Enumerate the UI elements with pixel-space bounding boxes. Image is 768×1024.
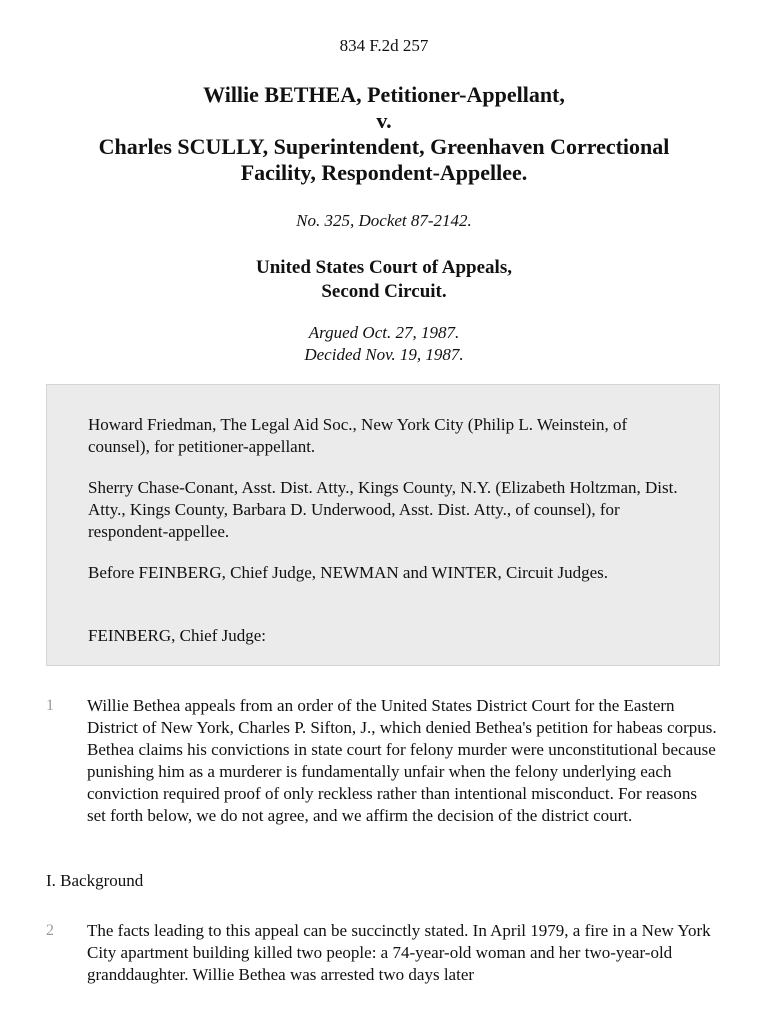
counsel-appellant: Howard Friedman, The Legal Aid Soc., New York City (Philip L. Weinstein, of counsel), for petitioner-appellant. <box>88 415 628 456</box>
paragraph-number: 2 <box>46 922 54 939</box>
citation: 834 F.2d 257 <box>339 36 429 55</box>
counsel-appellee: Sherry Chase-Conant, Asst. Dist. Atty., Kings County, N.Y. (Elizabeth Holtzman, Dist. Atty., Kings County, Barbara D. Underwood, Asst. Dist. Atty., of counsel), for respondent-appellee. <box>88 478 678 541</box>
case-dates <box>0 322 768 366</box>
argued-date: Argued Oct. 27, 1987. <box>308 323 460 342</box>
paragraph-text: Willie Bethea appeals from an order of the United States District Court for the Eastern District of New York, Charles P. Sifton, J., which denied Bethea's petition for habeas corpus. Bethea claims his convictions in state court for felony murder were unconstitutional because punishing him as a murderer is fundamentally unfair when the felony underlying each conviction required proof of only reckless rather than intentional misconduct. For reasons set forth below, we do not agree, and we affirm the decision of the district court. <box>87 696 717 825</box>
paragraph-text: The facts leading to this appeal can be succinctly stated. In April 1979, a fire in a New York City apartment building killed two people: a 74-year-old woman and her two-year-old granddaughter. Willie Bethea was arrested two days later <box>87 921 711 984</box>
panel-judges: Before FEINBERG, Chief Judge, NEWMAN and WINTER, Circuit Judges. <box>88 563 608 582</box>
appellant-name: Willie BETHEA, Petitioner-Appellant, <box>203 82 565 107</box>
versus: v. <box>376 108 392 133</box>
appellee-name-line2: Facility, Respondent-Appellee. <box>240 160 528 185</box>
appellee-name-line1: Charles SCULLY, Superintendent, Greenhaven Correctional <box>98 134 670 159</box>
court-name <box>0 256 768 304</box>
case-title <box>40 82 728 186</box>
decided-date: Decided Nov. 19, 1987. <box>304 345 464 364</box>
court-line1: United States Court of Appeals, <box>256 257 512 278</box>
section-heading: I. Background <box>46 871 144 890</box>
paragraph-number: 1 <box>46 697 54 714</box>
court-line2: Second Circuit. <box>321 281 447 302</box>
docket-number: No. 325, Docket 87-2142. <box>296 211 472 230</box>
opinion-author: FEINBERG, Chief Judge: <box>88 626 267 645</box>
counsel-box <box>46 384 720 666</box>
